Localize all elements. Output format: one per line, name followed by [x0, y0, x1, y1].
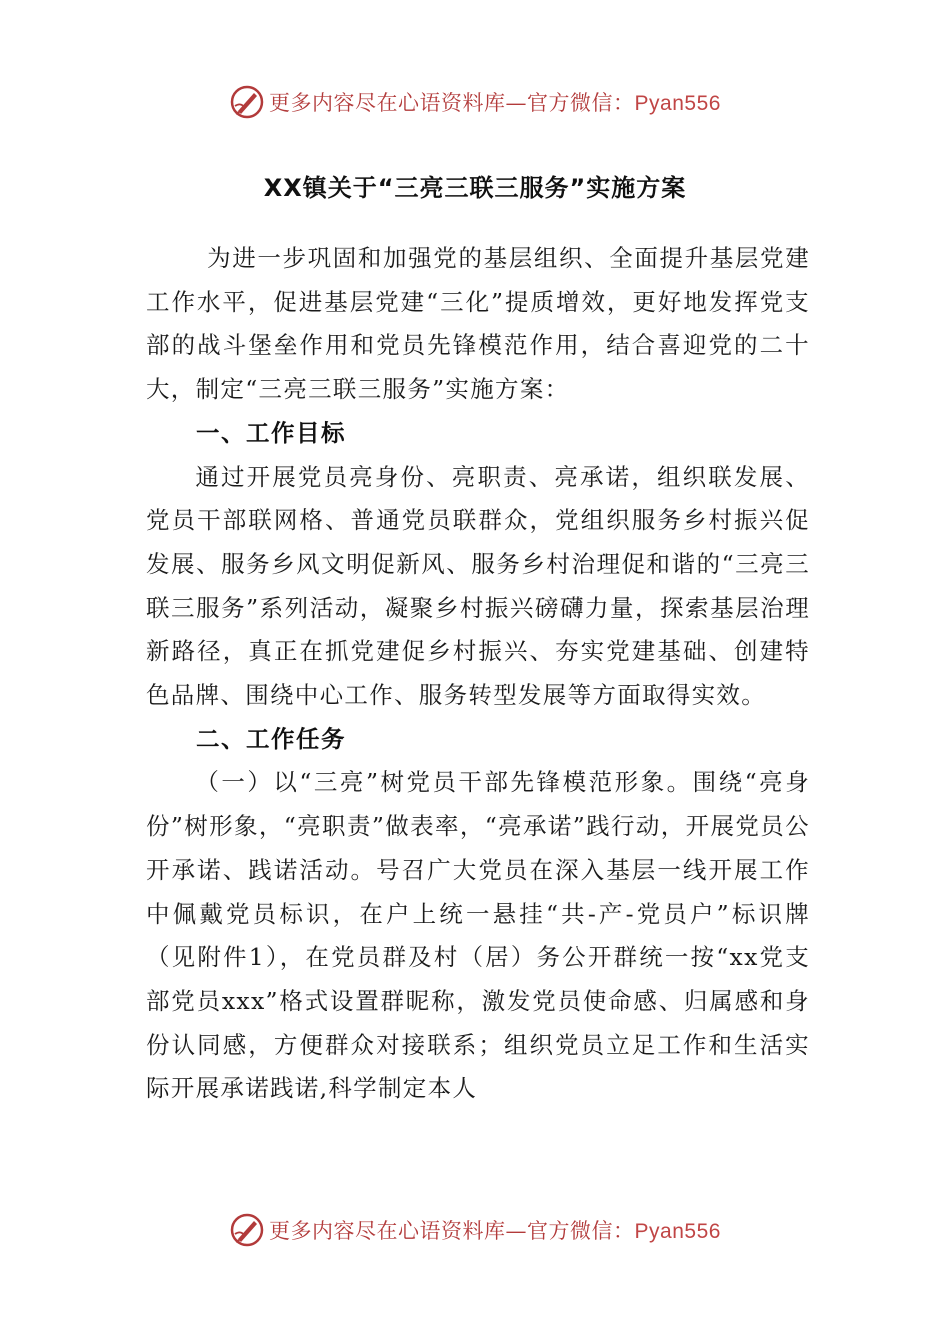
- watermark-banner-bottom: [0, 1210, 950, 1250]
- watermark-banner-top: [0, 82, 950, 122]
- watermark-text: 更多内容尽在心语资料库—官方微信：Pyan556: [269, 91, 721, 115]
- watermark-text: 更多内容尽在心语资料库—官方微信：Pyan556: [269, 1219, 721, 1243]
- pen-logo-icon: [229, 1212, 265, 1248]
- document-body: [146, 237, 810, 1111]
- section-heading-tasks: 二、工作任务: [196, 724, 346, 753]
- wechat-id: Pyan556: [634, 92, 721, 115]
- document-title: XX镇关于“三亮三联三服务”实施方案: [263, 174, 687, 202]
- goals-paragraph: 通过开展党员亮身份、亮职责、亮承诺，组织联发展、党员干部联网格、普通党员联群众，党组织服务乡村振兴促发展、服务乡风文明促新风、服务乡村治理促和谐的“三亮三联三服务”系列活动，凝聚乡村振兴磅礴力量，探索基层治理新路径，真正在抓党建促乡村振兴、夯实党建基础、创建特色品牌、围绕中心工作、服务转型发展等方面取得实效。: [146, 462, 810, 710]
- wechat-id: Pyan556: [634, 1220, 721, 1243]
- tasks-paragraph: （一）以“三亮”树党员干部先锋模范形象。围绕“亮身份”树形象，“亮职责”做表率，“亮承诺”践行动，开展党员公开承诺、践诺活动。号召广大党员在深入基层一线开展工作中佩戴党员标识，在户上统一悬挂“共-产-党员户”标识牌（见附件1），在党员群及村（居）务公开群统一按“xx党支部党员xxx”格式设置群昵称，激发党员使命感、归属感和身份认同感，方便群众对接联系；组织党员立足工作和生活实际开展承诺践诺,科学制定本人: [146, 768, 810, 1103]
- intro-paragraph: 为进一步巩固和加强党的基层组织、全面提升基层党建工作水平，促进基层党建“三化”提质增效，更好地发挥党支部的战斗堡垒作用和党员先锋模范作用，结合喜迎党的二十大，制定“三亮三联三服务”实施方案：: [146, 244, 810, 404]
- pen-logo-icon: [229, 84, 265, 120]
- section-heading-goals: 一、工作目标: [196, 418, 346, 447]
